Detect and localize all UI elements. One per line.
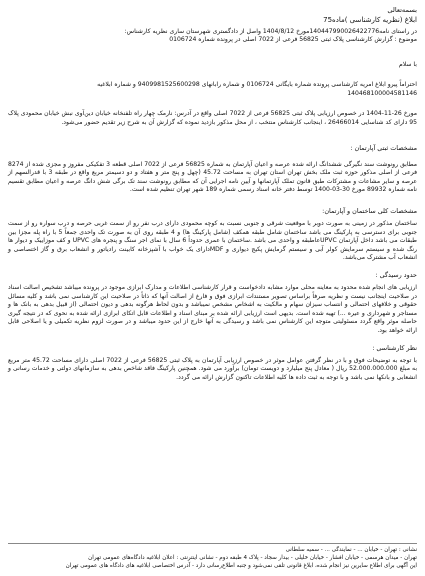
footer-divider: [8, 543, 417, 544]
section-title-scope: حدود رسیدگی :: [375, 271, 417, 279]
document-title: ابلاغ (نظریه کارشناسی )ماده75: [323, 16, 417, 24]
section-body-scope: ارزیابی های انجام شده محدود به معاینه محلی موارد مشابه دادخواست و قرار کارشناسی اطلاعات و مدارک ابرازی موجود در پرونده میباشد تشخیص اصالت اسناد در صلاحیت اینجانب نیست و نظریه صرفاً براساس تصویر مستندات ابرازی فوق و فارغ از اصالت آنها که ذاتاً در صلاحیت این کارشناسی نمی باشد و کلیه مسائل حقوقی و خلافهای احتمالی و انتساب سیزان سهام و مالکیت به اشخاص مشخص نمیباشد و بدون لحاظ هرگونه بدهی و دیون احتمالی (از قبیل بدهی به بانک ها و مستاجر و شهرداری و عیره ...) تهیه شده است. بدیهی است ارزیابی ارائه شده بر مبنای اسناد و اطلاعات قابل اتکای ابرازی ارائه شده به نحوی که در نتیجه گیری حاصله موثر واقع گردد مسئولیتی متوجه این کارشناس نمی باشد و رسیدگی به آنها خارج از این حدود میباشد و در صورت لزوم نظریه تکمیلی و یا اصلاحی قابل ارائه خواهد بود.: [8, 284, 417, 334]
footer-line-3: این آگهی برای اطلاع سایرین نیز انجام شده، ابلاغ قانونی تلقی نمی‌شود و جنبه اطلاع‌رسانی دارد - آدرس اختصاصی ابلاغیه های دادگاه های عمومی تهران: [65, 563, 417, 569]
footer-line-2: تهران - میدان هرسمی - خیابان افشار - خیابان خلیلی - بیدار سجاد - پلاک 4 طبقه دوم - نشانی اینترنتی : اعلان ابلاغیه دادگاه‌های عمومی تهران: [88, 555, 417, 561]
bismillah-heading: بسمه‌تعالی: [387, 6, 417, 14]
section-body-opinion: با توجه به توضیحات فوق و با در نظر گرفتن عوامل موثر در خصوص ارزیابی آپارتمان به پلاک ثبتی 56825 فرعی از 7022 اصلی دارای مساحت 45.72 متر مربع به مبلغ 52.000.000.000 ریال ( معادل پنج میلیارد و دویست تومان) برآورد می شود. همچنین پارکینگ فاقد شاخص بدهی به سازمانهای دولتی و خدمات رسانی و انشعابی و بانکها نمی باشد و با توجه به ثبت داده ها کلیه اطلاعات تاکنون گزارش ارائه می گردد.: [8, 356, 418, 381]
recipient-line: در راستای نامه140447990026422776مورخ 1404/8/12 واصل از دادگستری شهرستان ساری نظریه کارشناس:: [124, 27, 417, 35]
section-title-opinion: نظر کارشناسی :: [372, 343, 417, 352]
section-body-registration: مطابق رونوشت سند نگیرگی ششدانگ ارائه شده عرصه و اعیان آپارتمان به شماره 56825 فرعی از 7022 اصلی قطعه 3 تفکیکی مفروز و مجزی شده از 8274 فرعی از اصلی مذکور حوزه ثبت ملک بخش تهران استان تهران به مساحت 45.72 (چهل و پنج متر و هفتاد و دو دسیمتر مربع واقع در طبقه 3 با قدرالسهم از عرصه و سایر مشاعات و مشترکات طبق قانون تملک آپارتمانها و آیین نامه اجرایی آن که مطابق رونوشت سند تک برگی شش دانگ عرصه و اعیان مطابق تقسیم نامه شماره 89932 مورخ 30-03-1400 توسط دفتر خانه اسناد رسمی شماره 189 شهر تهران تنظیم شده است.: [8, 160, 417, 194]
section-title-building: مشخصات کلی ساختمان و آپارتمان:: [322, 207, 417, 216]
intro-line-1: احتراماً پیرو ابلاغ امریه کارشناسی پرونده شماره بایگانی 0106724 و شماره رابانهای 9409981525600298 و شماره ابلاغیه: [97, 81, 417, 89]
intro-line-2: 140468100004581146: [347, 89, 417, 97]
footer-line-1: نشانی : تهران - خیابان ... - نمایندگی ... - سمیه سلطانی: [285, 547, 417, 553]
subject-line: موضوع : گزارش کارشناسی پلاک ثبتی 56825 فرعی از 7022 اصلی در پرونده شماره 0106724: [169, 36, 417, 44]
footer: [8, 541, 417, 570]
greeting: با سلام: [398, 60, 417, 68]
visit-paragraph: مورخ 26-11-1404 در خصوص ارزیابی پلاک ثبتی 56825 فرعی از 7022 اصلی واقع در آدرس: نارمک چهار راه تلفنخانه خیابان دین‌آوی نبش خیابان محمودی پلاک 95 دارای کد شناسایی 26466014 ، اینجانب کارشناس منتخب ، از محل مذکور بازدید نموده که گزارش آن به شرح زیر تقدیم حضور می‌شود.: [8, 110, 417, 127]
section-title-registration: مشخصات ثبتی آپارتمان :: [350, 143, 417, 152]
section-body-building: ساختمان مذکور در زمینی به صورت دوبر با موقعیت شرقی و جنوبی نسبت به کوچه محمودی دارای درب نفر رو از سمت غربی حرصه و درب سواره رو از سمت جنوبی برای دسترسی به پارکینگ می باشد ساختمان شامل طبقه همکف (شامل پارکینگ ها) و 4 طبقه روی آن به صورت تک واحدی جمعاً 5 با راه پله مجزا بین طبقات می باشد داخل آپارتمان UPVCعاطبقه و واحدی می باشد .ساختمان با عمری حدوداً 6 سال با نمای اجر سنگ و پنجره های UPVC و کف موزاییک و دیوار ها رنگ شده و سیستم سرمایش کولر آبی و سیستم گرمایش پکیج دیواری و MDFدارای یک خواب با آشپزخانه کابینت رادیاتور و انشعاب برق و گاز اختصاصی و انشعاب آب مشترک می‌باشد.: [8, 220, 417, 262]
